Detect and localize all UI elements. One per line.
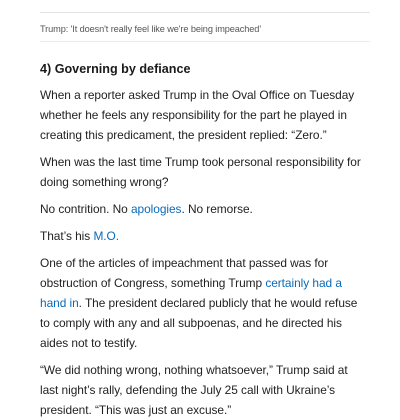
mo-link[interactable]: M.O. [93,229,119,243]
paragraph [40,199,365,219]
caption-divider [40,41,370,42]
article-body [40,0,365,420]
section-heading: 4) Governing by defiance [40,62,191,76]
paragraph-text: . The president declared publicly that he would refuse to comply with any and all subpoenas, and he directed his aides not to testify. [40,296,358,350]
paragraph: “We did nothing wrong, nothing whatsoever,” Trump said at last night’s rally, defending the July 25 call with Ukraine’s president. “This was just an excuse.” [40,363,348,417]
paragraph [40,226,365,246]
paragraph: When a reporter asked Trump in the Oval Office on Tuesday whether he feels any responsibility for the part he played in creating this predicament, the president replied: “Zero.” [40,88,355,142]
paragraph-text: No contrition. No [40,202,131,216]
apologies-link[interactable]: apologies [130,202,182,216]
video-caption: Trump: 'It doesn't really feel like we're being impeached' [40,24,261,34]
paragraph-text: One of the articles of impeachment that passed was for obstruction of Congress, something Trump [40,256,329,290]
paragraph-text: That’s his [40,229,94,243]
paragraph [40,253,365,353]
video-player-bottom[interactable] [40,0,370,13]
hand-in-link[interactable]: certainly had a hand in [40,276,342,310]
paragraph-text: . No remorse. [181,202,253,216]
paragraph: When was the last time Trump took personal responsibility for doing something wrong? [40,155,361,189]
